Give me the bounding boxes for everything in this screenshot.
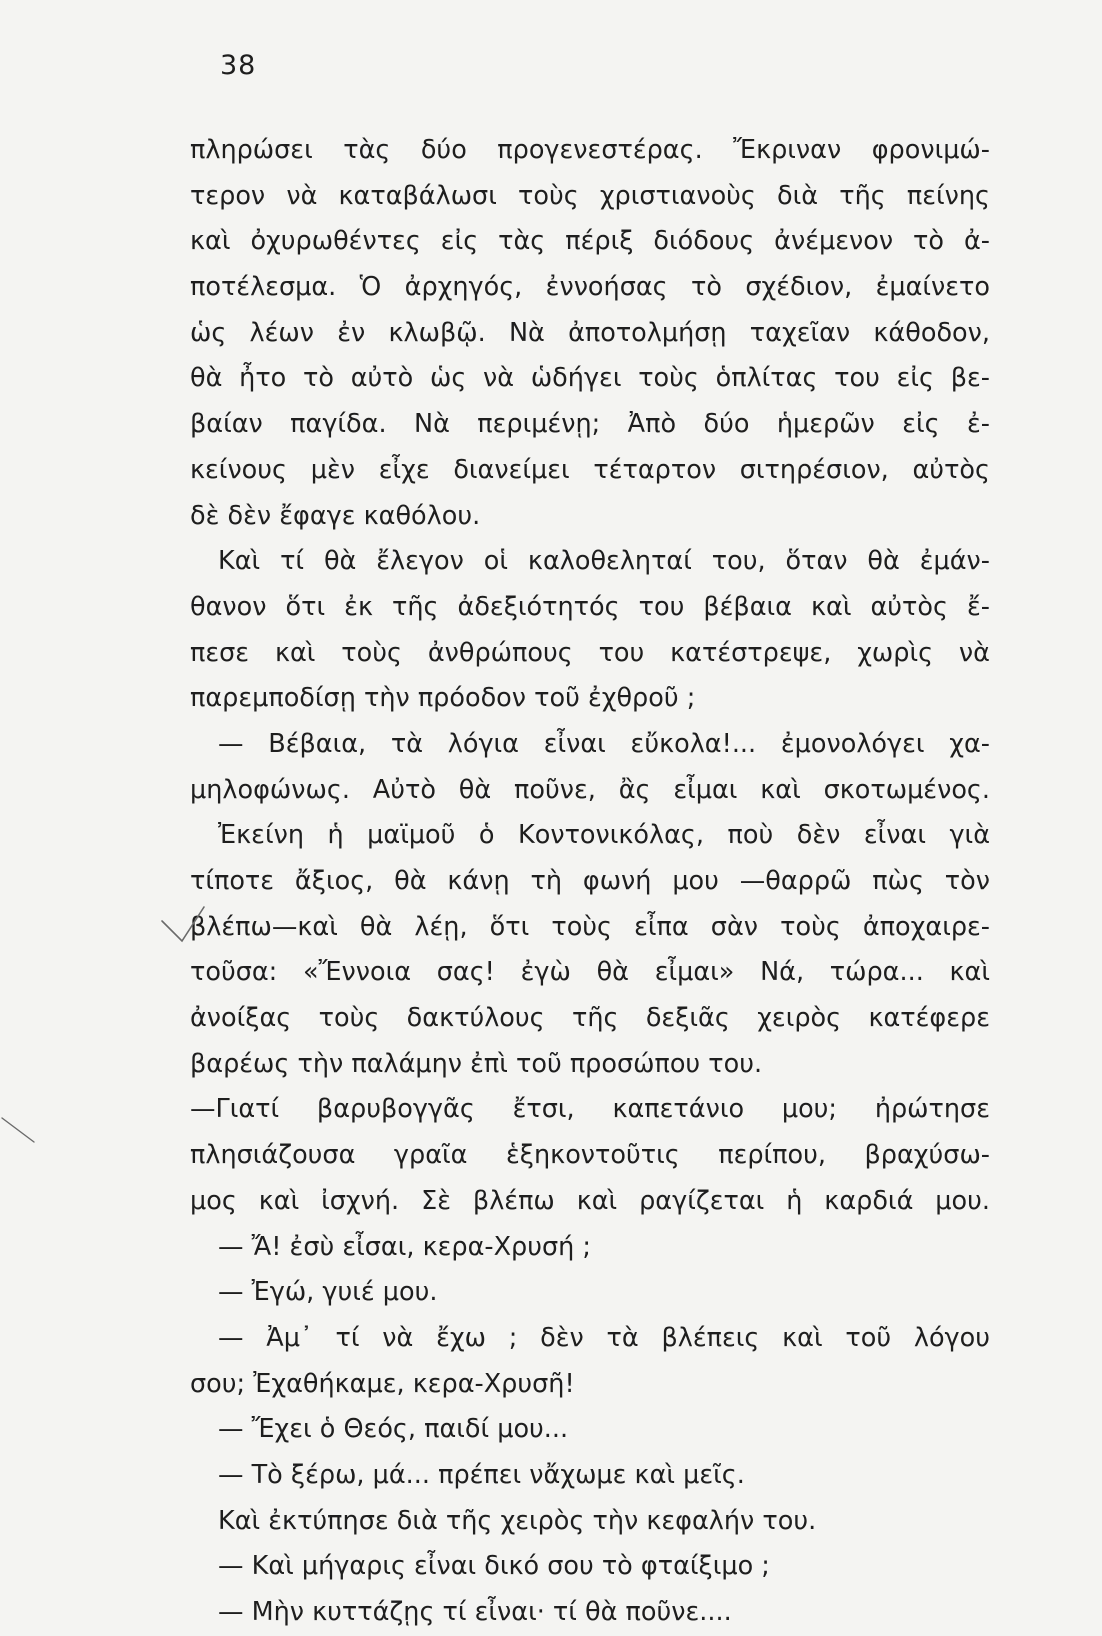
text-line: — Ἀμ᾽ τί νὰ ἔχω ; δὲν τὰ βλέπεις καὶ τοῦ λόγου <box>218 1322 990 1353</box>
text-line: βαίαν παγίδα. Νὰ περιμένῃ; Ἀπὸ δύο ἡμερῶν εἰς ἐ- <box>190 409 990 440</box>
text-line: δὲ δὲν ἔφαγε καθόλου. <box>190 500 481 531</box>
text-line: τίποτε ἄξιος, θὰ κάνῃ τὴ φωνή μου —θαρρῶ πὼς τὸν <box>190 866 990 896</box>
text-line: τερον νὰ καταβάλωσι τοὺς χριστιανοὺς διὰ τῆς πείνης <box>190 180 990 211</box>
text-line: Καὶ τί θὰ ἔλεγον οἱ καλοθεληταί του, ὅταν θὰ ἐμάν- <box>218 546 990 577</box>
text-line: Καὶ ἐκτύπησε διὰ τῆς χειρὸς τὴν κεφαλήν του. <box>218 1505 817 1536</box>
body-text <box>190 128 990 1636</box>
text-line: πεσε καὶ τοὺς ἀνθρώπους του κατέστρεψε, χωρὶς νὰ <box>190 637 990 668</box>
pencil-check-icon <box>158 905 208 945</box>
text-line: ἀνοίξας τοὺς δακτύλους τῆς δεξιᾶς χειρὸς κατέφερε <box>190 1003 990 1034</box>
text-line: μηλοφώνως. Αὐτὸ θὰ ποῦνε, ἂς εἶμαι καὶ σκοτωμένος. <box>190 774 990 805</box>
text-line: — Βέβαια, τὰ λόγια εἶναι εὔκολα!... ἐμονολόγει χα- <box>218 728 990 759</box>
text-line: θανον ὅτι ἐκ τῆς ἀδεξιότητός του βέβαια καὶ αὐτὸς ἔ- <box>190 591 990 622</box>
page-number: 38 <box>220 50 257 81</box>
text-line: — Καὶ μήγαρις εἶναι δικό σου τὸ φταίξιμο ; <box>218 1551 770 1582</box>
text-line: βαρέως τὴν παλάμην ἐπὶ τοῦ προσώπου του. <box>190 1048 763 1079</box>
text-line: κείνους μὲν εἶχε διανείμει τέταρτον σιτηρέσιον, αὐτὸς <box>190 454 990 485</box>
text-line: πλησιάζουσα γραῖα ἑξηκοντοῦτις περίπου, βραχύσω- <box>190 1140 990 1171</box>
text-line: θὰ ἦτο τὸ αὐτὸ ὡς νὰ ὡδήγει τοὺς ὁπλίτας του εἰς βε- <box>190 363 990 394</box>
text-line: — Τὸ ξέρω, μά... πρέπει νἄχωμε καὶ μεῖς. <box>218 1459 745 1490</box>
text-line: καὶ ὀχυρωθέντες εἰς τὰς πέριξ διόδους ἀνέμενον τὸ ἀ- <box>190 226 990 257</box>
pencil-stroke-icon <box>0 1110 40 1150</box>
text-line: ποτέλεσμα. Ὁ ἀρχηγός, ἐννοήσας τὸ σχέδιον, ἐμαίνετο <box>190 272 990 303</box>
text-line: βλέπω—καὶ θὰ λέῃ, ὅτι τοὺς εἶπα σὰν τοὺς ἀποχαιρε- <box>190 911 990 942</box>
text-line: τοῦσα: «Ἔννοια σας! ἐγὼ θὰ εἶμαι» Νά, τώρα... καὶ <box>190 957 990 988</box>
text-line: παρεμποδίσῃ τὴν πρόοδον τοῦ ἐχθροῦ ; <box>190 683 696 714</box>
text-line: — Ἔχει ὁ Θεός, παιδί μου... <box>218 1414 569 1445</box>
text-line: ὡς λέων ἐν κλωβῷ. Νὰ ἀποτολμήσῃ ταχεῖαν κάθοδον, <box>190 317 990 348</box>
text-line: — Ἄ! ἐσὺ εἶσαι, κερα-Χρυσή ; <box>218 1231 592 1262</box>
text-line: πληρώσει τὰς δύο προγενεστέρας. Ἔκριναν φρονιμώ- <box>190 135 990 165</box>
text-line: — Μὴν κυττάζῃς τί εἶναι· τί θὰ ποῦνε.... <box>218 1597 732 1627</box>
text-line: — Ἐγώ, γυιέ μου. <box>218 1277 438 1308</box>
text-line: —Γιατί βαρυβογγᾶς ἔτσι, καπετάνιο μου; ἠρώτησε <box>190 1094 990 1125</box>
text-line: Ἐκείνη ἡ μαϊμοῦ ὁ Κοντονικόλας, ποὺ δὲν εἶναι γιὰ <box>218 820 990 851</box>
text-line: σου; Ἐχαθήκαμε, κερα-Χρυσῆ! <box>190 1368 575 1399</box>
text-line: μος καὶ ἰσχνή. Σὲ βλέπω καὶ ραγίζεται ἡ καρδιά μου. <box>190 1185 990 1216</box>
